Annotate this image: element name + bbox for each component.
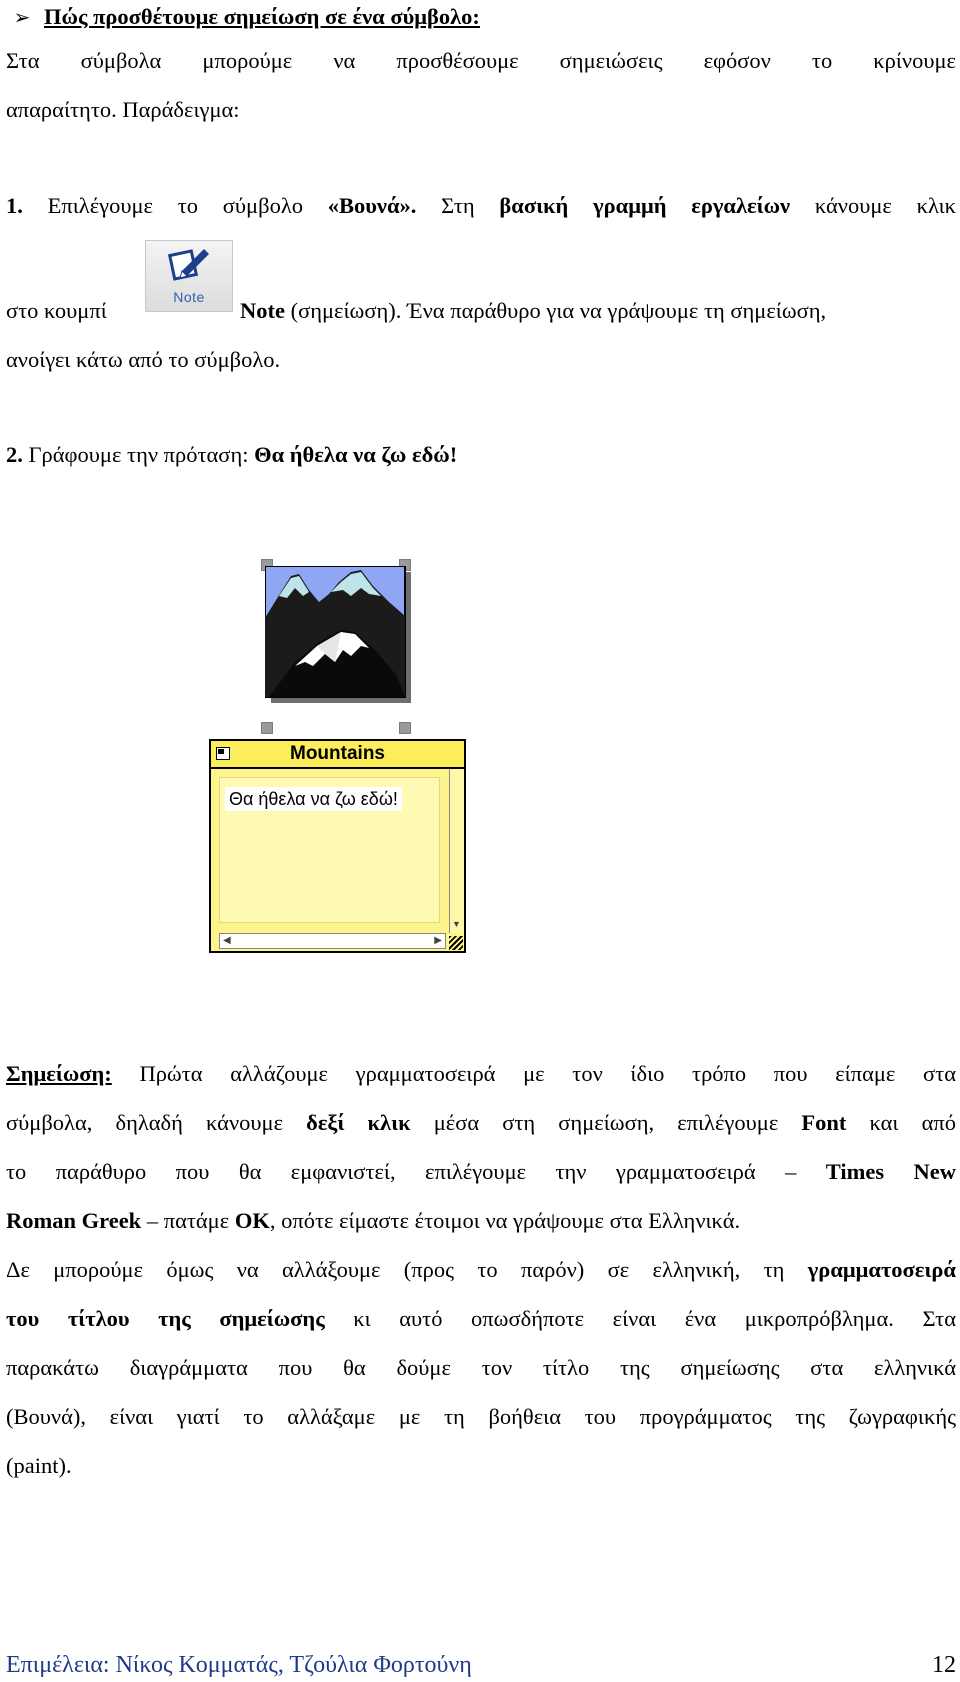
note-label: Σημείωση: [6,1061,112,1086]
step2-number: 2. [6,442,23,467]
note-para-line-6: του τίτλου της σημείωσης κι αυτό οπωσδήποτε είναι ένα μικροπρόβλημα. Στα [6,1306,956,1331]
sentence-text: Θα ήθελα να ζω εδώ! [254,442,458,467]
section-heading [0,2,950,33]
close-box-icon[interactable] [216,747,230,760]
page-footer [6,1652,956,1679]
note-para-line-5: Δε μπορούμε όμως να αλλάξουμε (προς το παρόν) σε ελληνική, τη γραμματοσειρά [6,1257,956,1282]
note-button-label: Note [173,289,205,305]
selection-handle[interactable] [261,722,273,734]
step1-line-2a: στο κουμπί [6,298,107,323]
selection-handle[interactable] [399,722,411,734]
step1-line-1: 1. Επιλέγουμε το σύμβολο «Βουνά». Στη βασική γραμμή εργαλείων κάνουμε κλικ [6,193,957,218]
note-term: Note [240,298,285,323]
note-para-line-1: Σημείωση: Πρώτα αλλάζουμε γραμματοσειρά με τον ίδιο τρόπο που είπαμε στα [6,1061,956,1086]
note-para-line-9: (paint). [6,1453,72,1478]
arrow-bullet-icon: ➢ [13,7,31,29]
note-window[interactable] [209,739,466,953]
symbol-name: «Βουνά». [327,193,417,218]
note-text: Θα ήθελα να ζω εδώ! [225,787,402,811]
step1-line-3: ανοίγει κάτω από το σύμβολο. [6,347,281,372]
intro-line-1: Στα σύμβολα μπορούμε να προσθέσουμε σημειώσεις εφόσον το κρίνουμε [6,48,956,73]
note-toolbar-button[interactable] [145,240,233,312]
pencil-note-icon [166,245,212,285]
note-para-line-8: (Βουνά), είναι γιατί το αλλάξαμε με τη βοήθεια του προγράμματος της ζωγραφικής [6,1404,956,1429]
page-number: 12 [932,1652,956,1678]
resize-grip-icon[interactable] [449,936,463,950]
note-window-title: Mountains [290,743,385,764]
toolbar-name: βασική γραμμή εργαλείων [499,193,791,218]
scroll-down-arrow-icon[interactable]: ▼ [452,919,461,929]
note-para-line-4: Roman Greek – πατάμε OK, οπότε είμαστε έτοιμοι να γράψουμε στα Ελληνικά. [6,1208,741,1233]
horizontal-scrollbar[interactable] [219,933,446,949]
note-para-line-3: το παράθυρο που θα εμφανιστεί, επιλέγουμε την γραμματοσειρά – Times New [6,1159,956,1184]
note-window-titlebar[interactable] [211,741,464,769]
heading-text: Πώς προσθέτουμε σημείωση σε ένα σύμβολο: [44,4,480,29]
step2-line: 2. Γράφουμε την πρόταση: Θα ήθελα να ζω εδώ! [6,442,458,467]
scroll-left-arrow-icon[interactable]: ◀ [223,935,231,946]
mountains-symbol-image[interactable] [265,566,411,703]
step1-line-2b: Note (σημείωση). Ένα παράθυρο για να γράψουμε τη σημείωση, [240,298,827,323]
note-para-line-2: σύμβολα, δηλαδή κάνουμε δεξί κλικ μέσα στη σημείωση, επιλέγουμε Font και από [6,1110,957,1135]
step1-number: 1. [6,193,23,218]
vertical-scrollbar[interactable] [449,769,464,933]
intro-line-2: απαραίτητο. Παράδειγμα: [6,97,240,122]
footer-credits: Επιμέλεια: Νίκος Κομματάς, Τζούλια Φορτούνη [6,1652,472,1678]
scroll-right-arrow-icon[interactable]: ▶ [434,935,442,946]
note-para-line-7: παρακάτω διαγράμματα που θα δούμε τον τίτλο της σημείωσης στα ελληνικά [6,1355,956,1380]
